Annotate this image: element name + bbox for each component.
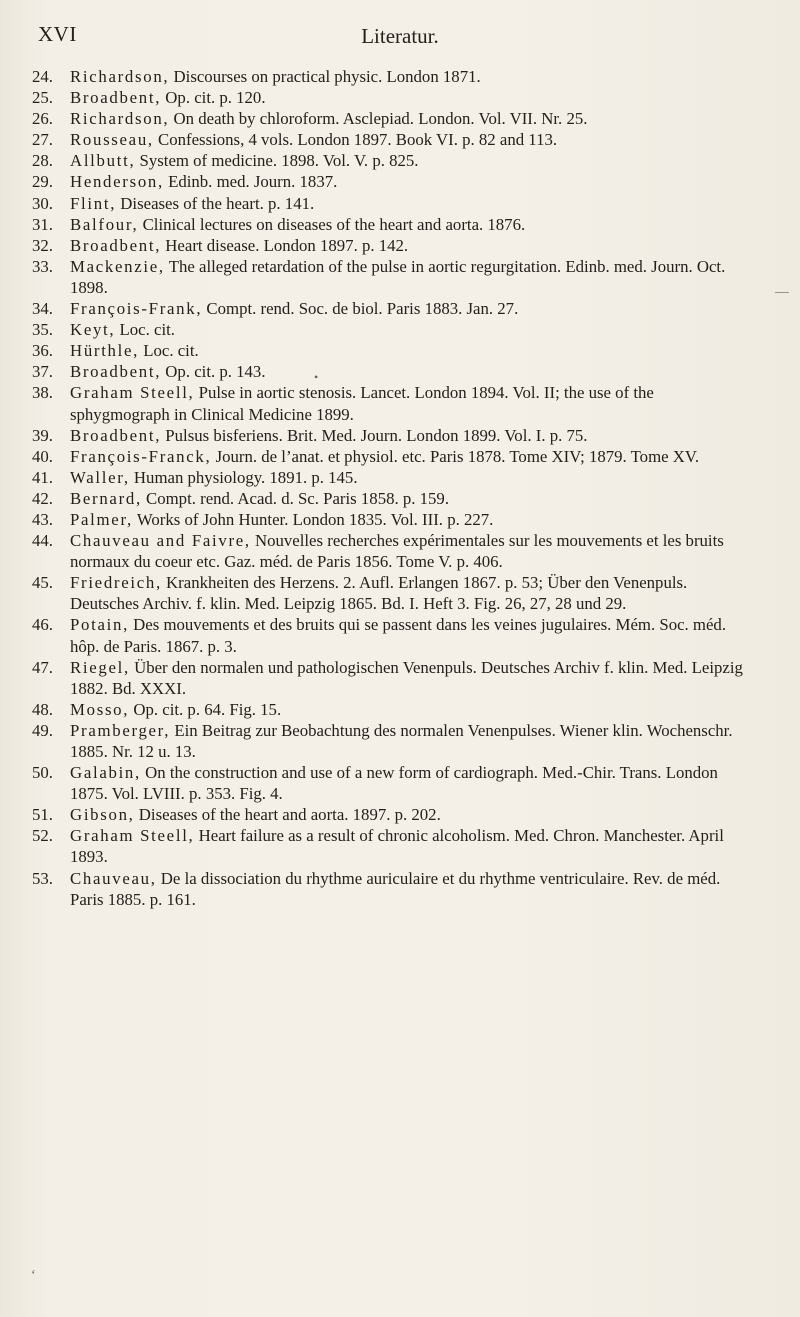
reference-author: Broadbent,: [70, 88, 162, 108]
reference-author: Richardson,: [70, 109, 170, 129]
reference-text: Ein Beitrag zur Beobachtung des normalen Venenpulses. Wiener klin. Wochenschr. 1885. Nr. 12 u. 13.: [70, 720, 733, 761]
reference-number: 30.: [32, 193, 53, 213]
reference-author: Graham Steell,: [70, 826, 195, 846]
reference-text: Diseases of the heart. p. 141.: [116, 193, 315, 213]
stray-mark: •: [314, 370, 319, 384]
reference-item: [0, 361, 800, 382]
reference-author: Hürthle,: [70, 341, 140, 361]
reference-text: De la dissociation du rhythme auriculaire et du rhythme ventriculaire. Rev. de méd. Paris 1885. p. 161.: [70, 868, 721, 909]
reference-number: 41.: [32, 467, 53, 487]
running-title: Literatur.: [361, 24, 439, 48]
reference-item: [0, 340, 800, 361]
reference-text: Works of John Hunter. London 1835. Vol. III. p. 227.: [132, 509, 494, 529]
reference-author: Bernard,: [70, 488, 142, 508]
reference-text: Clinical lectures on diseases of the heart and aorta. 1876.: [138, 214, 526, 234]
reference-author: Allbutt,: [70, 151, 136, 171]
reference-author: Palmer,: [70, 509, 133, 529]
margin-tick: [775, 292, 789, 293]
reference-item: [0, 129, 800, 150]
reference-text: Krankheiten des Herzens. 2. Aufl. Erlangen 1867. p. 53; Über den Venenpuls. Deutsches Archiv. f. klin. Med. Leipzig 1865. Bd. I. Heft 3. Fig. 26, 27, 28 und 29.: [70, 573, 688, 614]
reference-author: Rousseau,: [70, 130, 154, 150]
reference-author: François-Franck,: [70, 446, 212, 466]
reference-text: Pulsus bisferiens. Brit. Med. Journ. London 1899. Vol. I. p. 75.: [161, 425, 588, 445]
reference-number: 42.: [32, 488, 53, 508]
reference-item: [0, 66, 800, 87]
reference-author: Flint,: [70, 193, 117, 213]
reference-item: [0, 699, 800, 720]
reference-number: 35.: [32, 320, 53, 340]
page-header: [0, 22, 800, 52]
reference-text: Journ. de l’anat. et physiol. etc. Paris 1878. Tome XIV; 1879. Tome XV.: [211, 446, 700, 466]
reference-text: Diseases of the heart and aorta. 1897. p. 202.: [134, 805, 441, 825]
reference-number: 49.: [32, 720, 53, 740]
reference-text: Nouvelles recherches expérimentales sur les mouvements et les bruits normaux du coeur etc. Gaz. méd. de Paris 1856. Tome V. p. 406.: [70, 531, 724, 572]
reference-item: [0, 762, 800, 804]
reference-author: Mackenzie,: [70, 256, 165, 276]
reference-author: Galabin,: [70, 763, 141, 783]
reference-item: [0, 530, 800, 572]
reference-author: Mosso,: [70, 699, 130, 719]
reference-text: Op. cit. p. 120.: [161, 88, 266, 108]
reference-item: [0, 171, 800, 192]
reference-author: Waller,: [70, 467, 130, 487]
reference-number: 38.: [32, 383, 53, 403]
reference-list: [0, 66, 800, 910]
reference-text: Des mouvements et des bruits qui se passent dans les veines jugulaires. Mém. Soc. méd. hôp. de Paris. 1867. p. 3.: [70, 615, 727, 656]
reference-item: [0, 572, 800, 614]
reference-item: [0, 193, 800, 214]
reference-text: Confessions, 4 vols. London 1897. Book VI. p. 82 and 113.: [153, 130, 558, 150]
reference-author: François-Frank,: [70, 299, 203, 319]
margin-arrow-mark: ʻ: [31, 1268, 36, 1283]
reference-text: On the construction and use of a new form of cardiograph. Med.-Chir. Trans. London 1875. Vol. LVIII. p. 353. Fig. 4.: [70, 763, 718, 804]
reference-number: 27.: [32, 130, 53, 150]
reference-number: 48.: [32, 699, 53, 719]
reference-item: [0, 425, 800, 446]
reference-text: Compt. rend. Soc. de biol. Paris 1883. Jan. 27.: [202, 299, 519, 319]
reference-number: 40.: [32, 446, 53, 466]
reference-number: 44.: [32, 531, 53, 551]
reference-item: [0, 87, 800, 108]
reference-author: Chauveau,: [70, 868, 157, 888]
reference-number: 46.: [32, 615, 53, 635]
reference-author: Broadbent,: [70, 362, 162, 382]
reference-text: On death by chloroform. Asclepiad. London. Vol. VII. Nr. 25.: [169, 109, 588, 129]
reference-item: [0, 488, 800, 509]
reference-author: Gibson,: [70, 805, 135, 825]
reference-item: [0, 256, 800, 298]
reference-author: Henderson,: [70, 172, 164, 192]
reference-item: [0, 509, 800, 530]
reference-number: 28.: [32, 151, 53, 171]
reference-number: 36.: [32, 341, 53, 361]
reference-number: 53.: [32, 868, 53, 888]
reference-item: [0, 657, 800, 699]
reference-author: Graham Steell,: [70, 383, 195, 403]
reference-number: 31.: [32, 214, 53, 234]
reference-item: [0, 150, 800, 171]
reference-author: Keyt,: [70, 320, 116, 340]
reference-text: Loc. cit.: [139, 341, 199, 361]
reference-number: 29.: [32, 172, 53, 192]
reference-author: Broadbent,: [70, 235, 162, 255]
reference-text: System of medicine. 1898. Vol. V. p. 825.: [135, 151, 419, 171]
reference-number: 45.: [32, 573, 53, 593]
reference-text: Discourses on practical physic. London 1871.: [169, 67, 481, 86]
reference-text: Heart disease. London 1897. p. 142.: [161, 235, 409, 255]
reference-number: 33.: [32, 256, 53, 276]
reference-number: 25.: [32, 88, 53, 108]
reference-text: Über den normalen und pathologischen Venenpuls. Deutsches Archiv f. klin. Med. Leipzig 1882. Bd. XXXI.: [70, 657, 743, 698]
reference-text: Op. cit. p. 143.: [161, 362, 266, 382]
reference-text: Op. cit. p. 64. Fig. 15.: [129, 699, 282, 719]
reference-item: [0, 825, 800, 867]
reference-item: [0, 319, 800, 340]
reference-author: Broadbent,: [70, 425, 162, 445]
reference-number: 39.: [32, 425, 53, 445]
reference-item: [0, 467, 800, 488]
reference-text: Pulse in aortic stenosis. Lancet. London 1894. Vol. II; the use of the sphygmograph in Clinical Medicine 1899.: [70, 383, 654, 424]
reference-number: 24.: [32, 67, 53, 86]
reference-item: [0, 214, 800, 235]
reference-item: [0, 614, 800, 656]
reference-item: [0, 108, 800, 129]
reference-text: Heart failure as a result of chronic alcoholism. Med. Chron. Manchester. April 1893.: [70, 826, 724, 867]
reference-text: Human physiology. 1891. p. 145.: [129, 467, 358, 487]
reference-item: [0, 446, 800, 467]
reference-number: 51.: [32, 805, 53, 825]
reference-item: [0, 804, 800, 825]
reference-text: The alleged retardation of the pulse in aortic regurgitation. Edinb. med. Journ. Oct. 1898.: [70, 256, 726, 297]
reference-author: Chauveau and Faivre,: [70, 531, 251, 551]
reference-author: Friedreich,: [70, 573, 162, 593]
page-number: XVI: [38, 22, 77, 46]
reference-number: 43.: [32, 509, 53, 529]
reference-author: Potain,: [70, 615, 129, 635]
reference-text: Loc. cit.: [115, 320, 175, 340]
reference-author: Balfour,: [70, 214, 139, 234]
reference-number: 32.: [32, 235, 53, 255]
reference-number: 50.: [32, 763, 53, 783]
reference-number: 34.: [32, 299, 53, 319]
reference-text: Compt. rend. Acad. d. Sc. Paris 1858. p. 159.: [141, 488, 450, 508]
reference-text: Edinb. med. Journ. 1837.: [163, 172, 338, 192]
reference-author: Richardson,: [70, 67, 170, 86]
reference-item: [0, 235, 800, 256]
reference-item: [0, 868, 800, 910]
reference-number: 37.: [32, 362, 53, 382]
reference-author: Pramberger,: [70, 720, 171, 740]
reference-number: 52.: [32, 826, 53, 846]
reference-item: [0, 720, 800, 762]
reference-item: [0, 382, 800, 424]
reference-number: 47.: [32, 657, 53, 677]
reference-item: [0, 298, 800, 319]
reference-author: Riegel,: [70, 657, 130, 677]
reference-number: 26.: [32, 109, 53, 129]
